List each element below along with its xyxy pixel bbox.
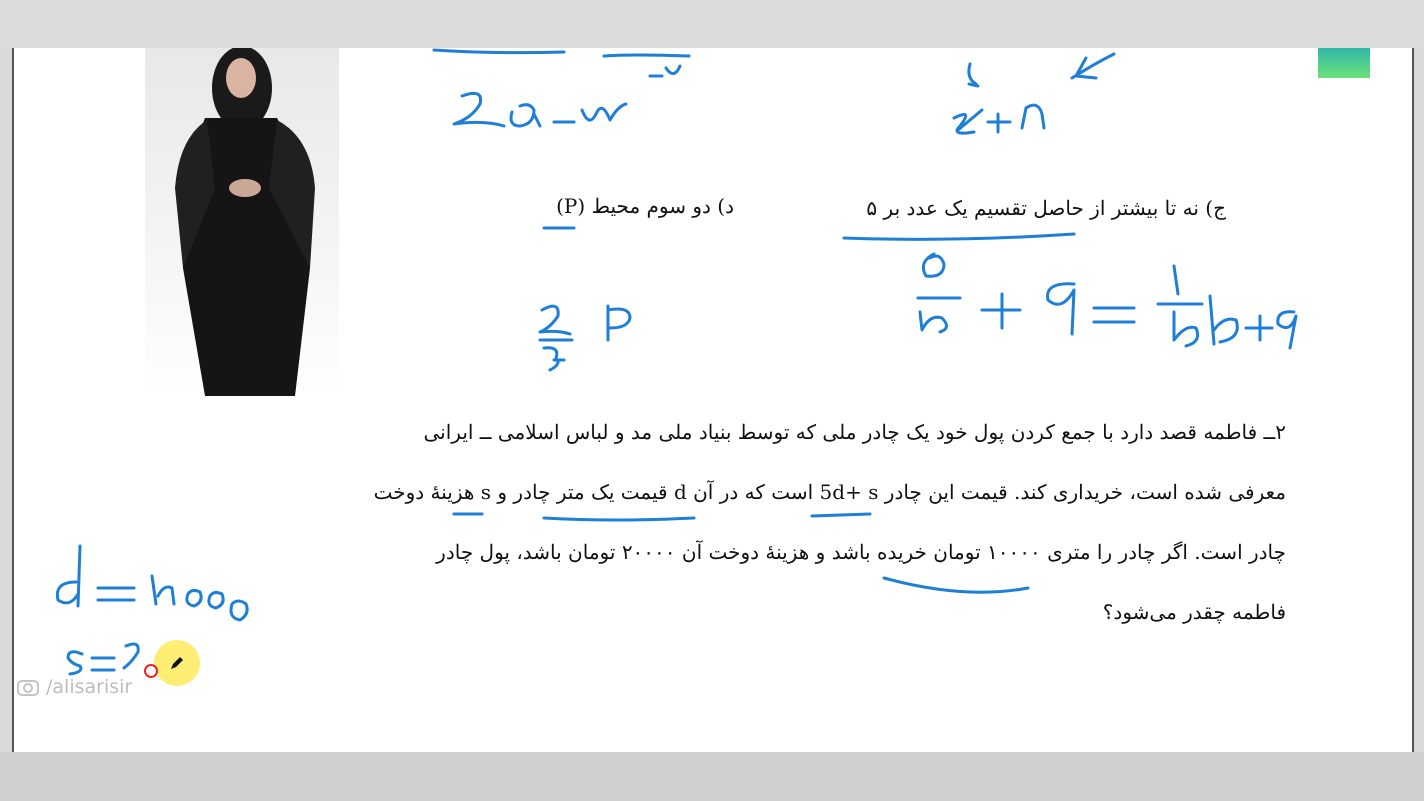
handwriting-layer [14,48,1412,752]
problem2-line-1: ۲ــ فاطمه قصد دارد با جمع کردن پول خود یک چادر ملی که توسط بنیاد ملی مد و لباس اسلامی ــ ایرانی [423,420,1286,444]
watermark-handle: /alisarisir [46,676,133,698]
pencil-icon [168,654,186,672]
window-top-bar [0,0,1424,48]
problem2-line-3: چادر است. اگر چادر را متری ۱۰۰۰۰ تومان خریده باشد و هزینهٔ دوخت آن ۲۰۰۰۰ تومان باشد، پول چادر [436,540,1286,564]
whiteboard-page[interactable] [12,48,1414,752]
window-bottom-bar [0,752,1424,801]
question-d: د) دو سوم محیط (P) [556,194,734,218]
watermark [16,676,132,698]
problem2-line-2: معرفی شده است، خریداری کند. قیمت این چادر 5d+ s است که در آن d قیمت یک متر چادر و s هزینهٔ دوخت [373,480,1286,504]
pen-cursor-icon [144,664,158,678]
problem2-line-4: فاطمه چقدر می‌شود؟ [1102,600,1286,624]
question-c: ج) نه تا بیشتر از حاصل تقسیم یک عدد بر ۵ [866,196,1226,220]
camera-icon [16,677,40,697]
